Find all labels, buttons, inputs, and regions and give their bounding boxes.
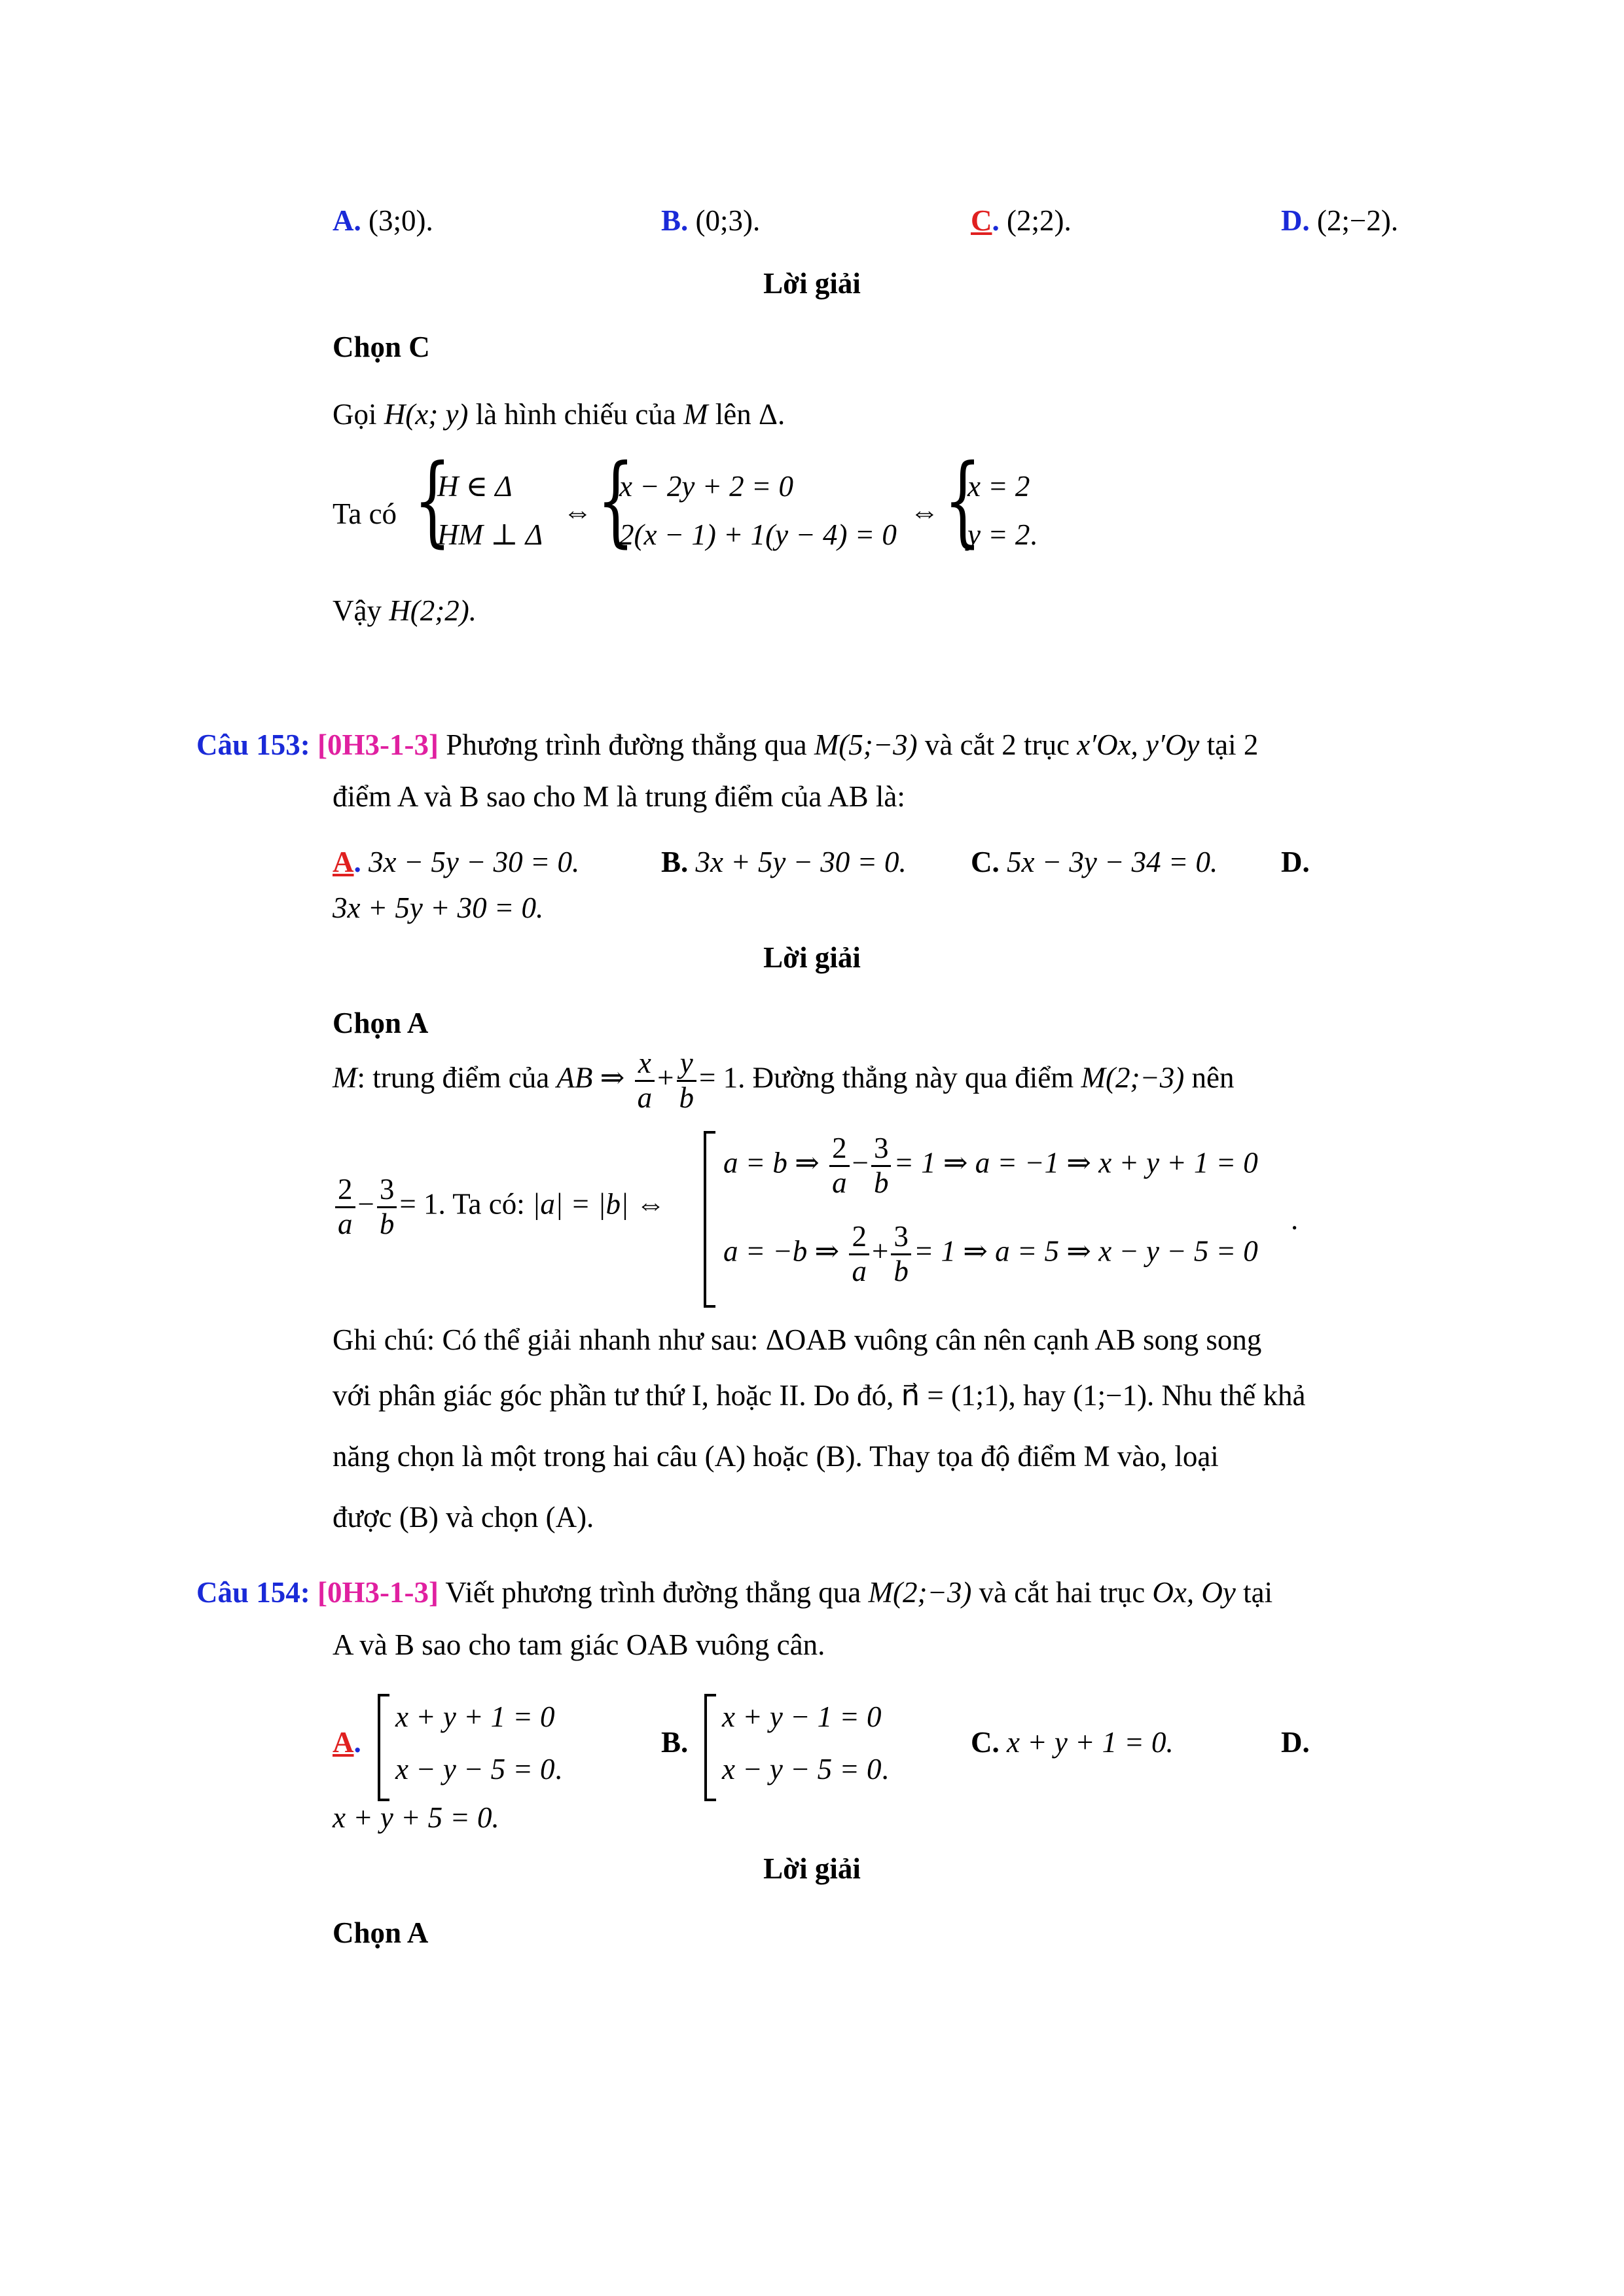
answer-d [1281,204,1398,238]
left-bracket-icon [704,1131,715,1308]
case-end: . [1291,1203,1299,1236]
fraction: $\frac{y}{b}$ [677,1047,697,1114]
left-brace-icon: { [944,444,982,558]
question-153-line1: Câu 153: [0H3-1-3] Phương trình đường thẳng qua M(5;−3) và cắt 2 trục x′Ox, y′Oy tại 2 [196,728,1259,761]
fraction: $\frac{2}{a}$ [829,1132,850,1199]
note-line: được (B) và chọn (A). [333,1501,594,1534]
fraction: $\frac{3}{b}$ [871,1132,892,1199]
note-line: Ghi chú: Có thể giải nhanh như sau: ΔOAB vuông cân nên cạnh AB song song [333,1323,1262,1356]
q154-answer-a-label: A. [333,1726,361,1759]
fraction: $\frac{3}{b}$ [891,1221,911,1287]
question-tag: [0H3-1-3] [317,1576,439,1609]
answer-a [333,204,433,238]
solution-title: Lời giải [763,267,861,300]
system-row: x = 2 [967,470,1030,503]
answer-a-label: A. [333,204,361,237]
left-brace-icon: { [597,444,635,558]
note-line: năng chọn là một trong hai câu (A) hoặc (B). Thay tọa độ điểm M vào, loại [333,1440,1219,1473]
solution-line: Gọi H(x; y) là hình chiếu của M lên Δ. [333,398,785,431]
solution-title: Lời giải [763,1852,861,1885]
conclusion: Vậy H(2;2). [333,594,477,627]
answer-c: C. (2;2). [971,204,1072,237]
fraction: $\frac{2}{a}$ [335,1174,355,1240]
left-bracket-icon [378,1694,389,1801]
q153-answer-b: B. 3x + 5y − 30 = 0. [661,846,907,878]
note-line: với phân giác góc phần tư thứ I, hoặc II. Do đó, n⃗ = (1;1), hay (1;−1). Nhu thế khả [333,1379,1306,1412]
q153-answer-a: A. 3x − 5y − 30 = 0. [333,846,580,878]
system-row: HM ⊥ Δ [437,518,543,551]
case-row: a = −b ⇒ $\frac{2}{a}$ + $\frac{3}{b}$ = 1 ⇒ a = 5 ⇒ x − y − 5 = 0 [723,1220,1258,1287]
solution-title: Lời giải [763,941,861,974]
solution-line: M: trung điểm của AB ⇒ $\frac{x}{a}$ + $\frac{y}{b}$ = 1. Đường thẳng này qua điểm M(2;−3) nên [333,1047,1235,1114]
question-153-line2: điểm A và B sao cho M là trung điểm của AB là: [333,780,905,813]
chosen-answer: Chọn A [333,1916,429,1949]
question-154-line2: A và B sao cho tam giác OAB vuông cân. [333,1628,825,1661]
answer-d-label: D. [1281,204,1310,237]
answer-c-label: C [971,204,992,237]
question-154-line1: Câu 154: [0H3-1-3] Viết phương trình đường thẳng qua M(2;−3) và cắt hai trục Ox, Oy tại [196,1576,1273,1609]
solution-line: $\frac{2}{a}$ − $\frac{3}{b}$ = 1. Ta có: |a| = |b| ⇔ [333,1174,666,1240]
chosen-answer: Chọn A [333,1007,429,1039]
answer-a-text: (3;0). [369,204,433,237]
q153-answer-c: C. 5x − 3y − 34 = 0. [971,846,1218,878]
q154-answer-d: D. [1281,1726,1310,1759]
q153-answer-d: D. [1281,846,1310,878]
q154-answer-b-row: x + y − 1 = 0 [722,1700,882,1733]
fraction: $\frac{x}{a}$ [635,1047,655,1114]
question-tag: [0H3-1-3] [317,728,439,761]
q154-answer-b-row: x − y − 5 = 0. [722,1753,889,1785]
fraction: $\frac{2}{a}$ [849,1221,869,1287]
answer-b-label: B. [661,204,689,237]
q154-answer-a-row: x + y + 1 = 0 [395,1700,555,1733]
q154-answer-d-text: x + y + 5 = 0. [333,1801,499,1834]
system-row: y = 2. [967,518,1038,551]
case-row: a = b ⇒ $\frac{2}{a}$ − $\frac{3}{b}$ = 1 ⇒ a = −1 ⇒ x + y + 1 = 0 [723,1132,1258,1199]
question-number: Câu 153: [196,728,310,761]
question-number: Câu 154: [196,1576,310,1609]
fraction: $\frac{3}{b}$ [377,1174,397,1240]
answer-d-text: (2;−2). [1317,204,1399,237]
answer-b-text: (0;3). [695,204,761,237]
q154-answer-a-row: x − y − 5 = 0. [395,1753,562,1785]
left-bracket-icon [704,1694,716,1801]
left-brace-icon: { [414,444,452,558]
answer-b [661,204,760,238]
answer-c-text: (2;2). [1007,204,1072,237]
q154-answer-c: C. x + y + 1 = 0. [971,1726,1174,1759]
q153-answer-d-text: 3x + 5y + 30 = 0. [333,891,544,924]
q154-answer-b-label: B. [661,1726,689,1759]
system-row: H ∈ Δ [437,470,513,503]
iff-symbol: ⇔ [563,495,592,528]
system-row: x − 2y + 2 = 0 [619,470,794,503]
taco-label: Ta có [333,497,397,530]
chosen-answer: Chọn C [333,331,430,363]
iff-symbol: ⇔ [910,495,939,528]
system-row: 2(x − 1) + 1(y − 4) = 0 [619,518,897,551]
